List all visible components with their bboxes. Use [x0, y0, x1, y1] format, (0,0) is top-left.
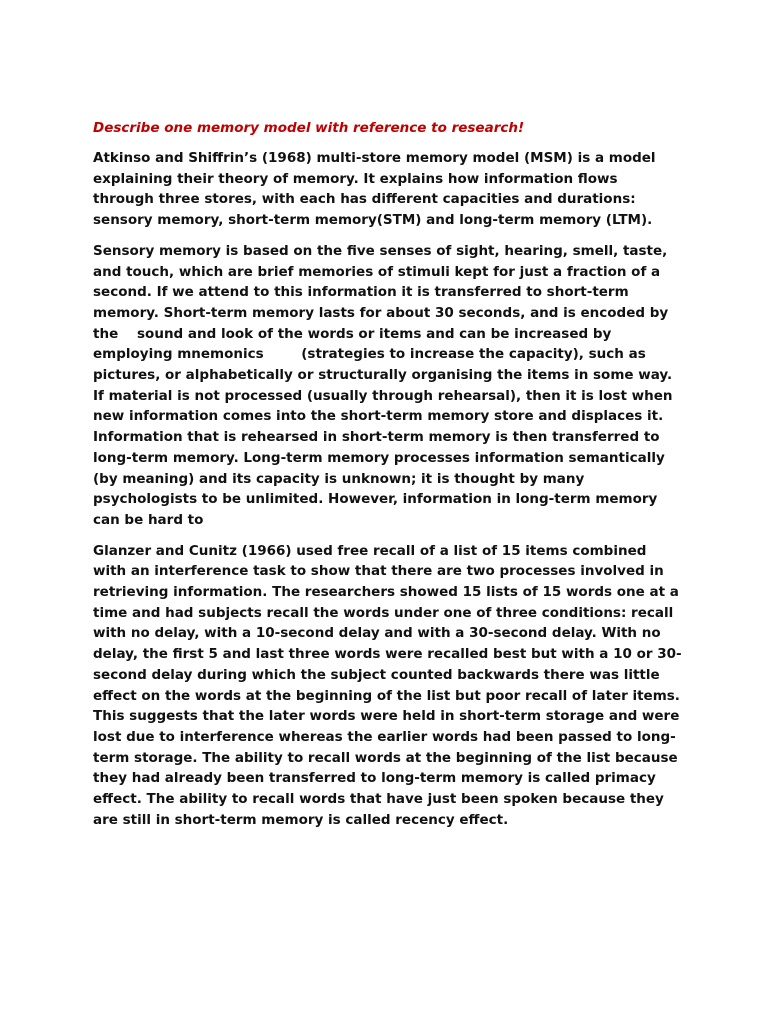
paragraph-glanzer-cunitz-study: Glanzer and Cunitz (1966) used free recall of a list of 15 items combined with an interference task to show that there are two processes involved in retrieving information. The researchers showed 15 lists of 15 words one at a time and had subjects recall the words under one of three conditions: recall with no delay, with a 10-second delay and with a 30-second delay. With no delay, the first 5 and last three words were recalled best but with a 10 or 30-second delay during which the subject counted backwards there was little effect on the words at the beginning of the list but poor recall of later items. This suggests that the later words were held in short-term storage and were lost due to interference whereas the earlier words had been passed to long-term storage. The ability to recall words at the beginning of the list because they had already been transferred to long-term memory is called primacy effect. The ability to recall words that have just been spoken because they are still in short-term memory is called recency effect.: [93, 542, 685, 828]
paragraph-msm-intro: Atkinso and Shiffrin’s (1968) multi-store memory model (MSM) is a model explaining their theory of memory. It explains how information flows through three stores, with each has different capacities and durations: sensory memory, short-term memory(STM) and long-term memory (LTM).: [93, 150, 661, 229]
question-heading: Describe one memory model with reference to research!: [93, 120, 525, 136]
paragraph-memory-stores: Sensory memory is based on the five senses of sight, hearing, smell, taste, and touch, which are brief memories of stimuli kept for just a fraction of a second. If we attend to this information it is transferred to short-term memory. Short-term memory lasts for about 30 seconds, and is encoded by the sound and look of the words or items and can be increased by employing mnemonics (strategies to increase the capacity), such as pictures, or alphabetically or structurally organising the items in some way. If material is not processed (usually through rehearsal), then it is lost when new information comes into the short-term memory store and displaces it. Information that is rehearsed in short-term memory is then transferred to long-term memory. Long-term memory processes information semantically (by meaning) and its capacity is unknown; it is thought by many psychologists to be unlimited. However, information in long-term memory can be hard to: [93, 242, 678, 528]
document-body: [93, 118, 683, 841]
